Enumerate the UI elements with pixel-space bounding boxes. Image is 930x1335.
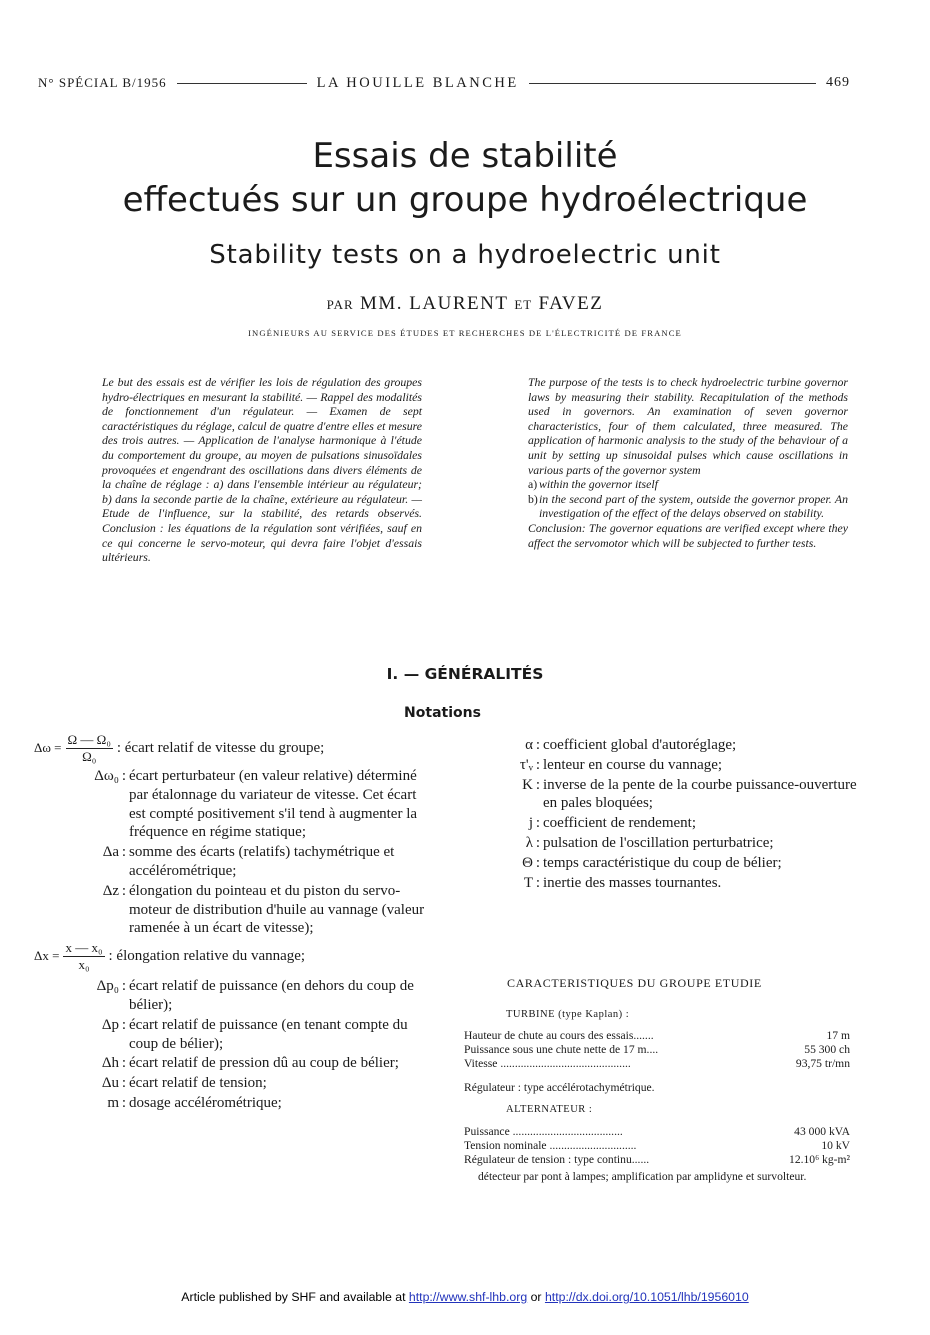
turbine-spec-row (464, 1057, 850, 1071)
abstract-english (528, 375, 848, 550)
delta-x-fraction: $\frac{\text{x — x₀}}{\text{x₀}}$ (65, 940, 103, 973)
notation-definition: écart perturbateur (en valeur relative) déterminé par étalonnage du variateur de vitesse. Cet écart est compté positivement s'il tend à augmenter la fréquence en régime statique; (129, 768, 418, 841)
notation-definition: inertie des masses tournantes. (543, 874, 722, 891)
notations-left-column (34, 732, 426, 1114)
notation-definition: écart relatif de pression dû au coup de bélier; (129, 1055, 399, 1072)
notation-item (34, 882, 426, 938)
author-2: FAVEZ (538, 293, 604, 314)
footer-or: or (530, 1290, 542, 1304)
section-heading: I. — GÉNÉRALITÉS (386, 665, 544, 683)
english-title: Stability tests on a hydroelectric unit (209, 240, 721, 270)
notation-definition: écart relatif de puissance (en dehors du coup de bélier); (129, 978, 414, 1013)
notation-symbol: Δh (101, 1055, 119, 1072)
notation-symbol: Δa (102, 844, 119, 861)
notation-item (34, 1074, 426, 1093)
abstract-english-item-b: b) in the second part of the system, outside the governor proper. An investigation of the effect of the delays observed on stability. (528, 491, 848, 521)
delta-omega-fraction: $\frac{\text{Ω — Ω₀}}{\text{Ω₀}}$ (67, 732, 111, 764)
spec-label: Puissance ...................................... (464, 1125, 623, 1138)
issue-label: N° SPÉCIAL B/1956 (38, 75, 167, 90)
notation-colon: : (535, 815, 541, 832)
spec-value: 12.10⁶ kg-m² (789, 1153, 850, 1166)
turbine-heading: TURBINE (type Kaplan) : (506, 1009, 630, 1020)
spec-value: 17 m (826, 1029, 850, 1042)
notation-symbol: Θ (522, 854, 533, 871)
author-1: MM. LAURENT (359, 293, 509, 314)
footer-prefix: Article published by SHF and available at (181, 1290, 406, 1304)
notation-list-b (34, 977, 426, 1113)
notation-symbol: τ'ᵥ (519, 756, 533, 773)
notation-colon: : (121, 844, 127, 861)
notation-item (34, 977, 426, 1015)
notation-item (34, 843, 426, 881)
regulateur-line: Régulateur : type accélérotachymétrique. (464, 1081, 655, 1094)
alternateur-spec-row (464, 1139, 850, 1153)
notation-colon: : (121, 1094, 127, 1111)
notation-symbol: Δz (102, 882, 119, 899)
title-line-2: effectués sur un groupe hydroélectrique (122, 180, 808, 220)
title-line-1: Essais de stabilité (312, 136, 618, 176)
delta-omega-equation: Δω = $\frac{\text{Ω — Ω₀}}{\text{Ω₀}}$ : écart relatif de vitesse du groupe; (34, 732, 325, 764)
et-label: ET (514, 297, 533, 312)
spec-value: 43 000 kVA (794, 1125, 850, 1138)
abstract-english-main: The purpose of the tests is to check hydroelectric turbine governor laws by measuring their stability. Recapitulation of the methods used in governors. An examination of seven governor characteristics, four of them calculated, three measured. The application of harmonic analysis to the study of the behaviour of a unit by setting up sinusoidal pulses which cause oscillations in various parts of the governor system (528, 375, 848, 477)
notation-definition: coefficient global d'autoréglage; (543, 737, 737, 753)
notations-heading: Notations (404, 705, 481, 721)
turbine-spec-row (464, 1029, 850, 1043)
notation-colon: : (535, 854, 541, 871)
notation-item (500, 834, 860, 853)
notation-item (500, 854, 860, 873)
alternateur-table (464, 1125, 850, 1167)
spec-label: Vitesse ............................................. (464, 1057, 631, 1070)
notation-item (500, 756, 860, 775)
notation-colon: : (535, 776, 541, 793)
spec-label: Régulateur de tension : type continu...... (464, 1153, 650, 1166)
spec-label: Hauteur de chute au cours des essais....... (464, 1029, 654, 1042)
notation-symbol: Δω₀ (94, 768, 119, 784)
notation-definition: dosage accélérométrique; (129, 1094, 282, 1111)
detecteur-line: détecteur par pont à lampes; amplification par amplidyne et survolteur. (478, 1170, 807, 1183)
notation-colon: : (121, 1016, 127, 1033)
footer-link-shf[interactable]: http://www.shf-lhb.org (408, 1290, 528, 1304)
delta-x-equation: Δx = $\frac{\text{x — x₀}}{\text{x₀}}$ : élongation relative du vannage; (34, 940, 306, 973)
notation-symbol: T (523, 874, 533, 891)
notation-definition: écart relatif de puissance (en tenant compte du coup de bélier); (129, 1016, 408, 1052)
notation-symbol: α (525, 737, 533, 753)
notation-definition: temps caractéristique du coup de bélier; (543, 854, 782, 871)
spec-value: 55 300 ch (804, 1043, 850, 1056)
notation-definition: inverse de la pente de la courbe puissance-ouverture en pales bloquées; (543, 776, 857, 812)
notation-symbol: Δp₀ (96, 978, 119, 995)
page-number: 469 (826, 75, 850, 90)
notation-colon: : (121, 1075, 127, 1092)
footer (0, 1290, 930, 1304)
notations-right-column (500, 736, 860, 893)
alternateur-heading: ALTERNATEUR : (506, 1104, 593, 1115)
notation-item (500, 736, 860, 755)
notation-item (34, 1054, 426, 1073)
notation-colon: : (121, 768, 127, 784)
journal-name: LA HOUILLE BLANCHE (316, 74, 519, 91)
spec-value: 93,75 tr/mn (795, 1057, 850, 1070)
notation-symbol: λ (525, 834, 533, 851)
characteristics-heading: CARACTERISTIQUES DU GROUPE ETUDIE (507, 976, 762, 990)
spec-label: Puissance sous une chute nette de 17 m.... (464, 1043, 659, 1056)
notation-item (34, 767, 426, 842)
footer-link-doi[interactable]: http://dx.doi.org/10.1051/lhb/1956010 (544, 1290, 749, 1304)
running-header (38, 73, 850, 93)
notation-list-right (500, 736, 860, 892)
notation-symbol: Δp (101, 1016, 119, 1033)
notation-definition: élongation du pointeau et du piston du servo-moteur de distribution d'huile au vannage (valeur ramenée à un écart de vitesse); (129, 882, 425, 937)
abstract-french: Le but des essais est de vérifier les lois de régulation des groupes hydro-électriques en mesurant la stabilité. — Rappel des modalités de fonctionnement d'un régulateur. — Examen de sept caractéristiques du réglage, calcul de quatre d'entre elles et mesure des trois autres. — Application de l'analyse harmonique à l'étude du comportement du groupe, au moyen de pulsations sinusoïdales provoquées et engendrant des oscillations dans divers éléments de la chaîne de réglage : a) dans l'ensemble intérieur au régulateur; b) dans la seconde partie de la chaîne, extérieure au régulateur. — Etude de l'influence, sur la stabilité, des retards observés. Conclusion : les équations de la régulation sont vérifiées, sauf en ce qui concerne le servo-moteur, qui devra faire l'objet d'essais ultérieurs. (102, 375, 422, 565)
notation-colon: : (121, 978, 127, 995)
notation-colon: : (121, 882, 127, 899)
notation-item (34, 1094, 426, 1113)
abstract-english-item-a: a) within the governor itself (528, 477, 658, 492)
notation-colon: : (535, 756, 541, 773)
notation-symbol: K (522, 776, 533, 793)
notation-symbol: m (107, 1094, 119, 1111)
turbine-spec-row (464, 1043, 850, 1057)
turbine-block (464, 1008, 850, 1184)
notation-colon: : (535, 874, 541, 891)
abstract-english-conclusion: Conclusion: The governor equations are verified except where they affect the servomotor which will be subjected to further tests. (528, 520, 848, 550)
notation-list-a (34, 767, 426, 938)
notation-item (500, 814, 860, 833)
notation-colon: : (121, 1055, 127, 1072)
notation-definition: lenteur en course du vannage; (543, 756, 723, 773)
notation-item (500, 874, 860, 893)
header-rule-right (529, 83, 816, 84)
notation-item (500, 776, 860, 814)
header-rule-left (177, 83, 307, 84)
alternateur-spec-row (464, 1125, 850, 1139)
notation-item (34, 1016, 426, 1054)
notation-definition: pulsation de l'oscillation perturbatrice; (543, 834, 774, 851)
alternateur-spec-row (464, 1153, 850, 1167)
spec-label: Tension nominale .............................. (464, 1139, 637, 1152)
par-label: PAR (326, 297, 354, 312)
authors-line (0, 293, 930, 315)
turbine-table (464, 1029, 850, 1071)
affiliation: INGÉNIEURS AU SERVICE DES ÉTUDES ET RECHERCHES DE L'ÉLECTRICITÉ DE FRANCE (248, 328, 682, 338)
notation-symbol: j (528, 815, 533, 832)
notation-definition: écart relatif de tension; (129, 1075, 267, 1092)
notation-colon: : (535, 834, 541, 851)
notation-definition: somme des écarts (relatifs) tachymétrique et accélérométrique; (129, 844, 395, 879)
notation-symbol: Δu (101, 1075, 119, 1092)
notation-definition: coefficient de rendement; (543, 815, 696, 832)
notation-colon: : (535, 737, 541, 753)
spec-value: 10 kV (821, 1139, 850, 1152)
